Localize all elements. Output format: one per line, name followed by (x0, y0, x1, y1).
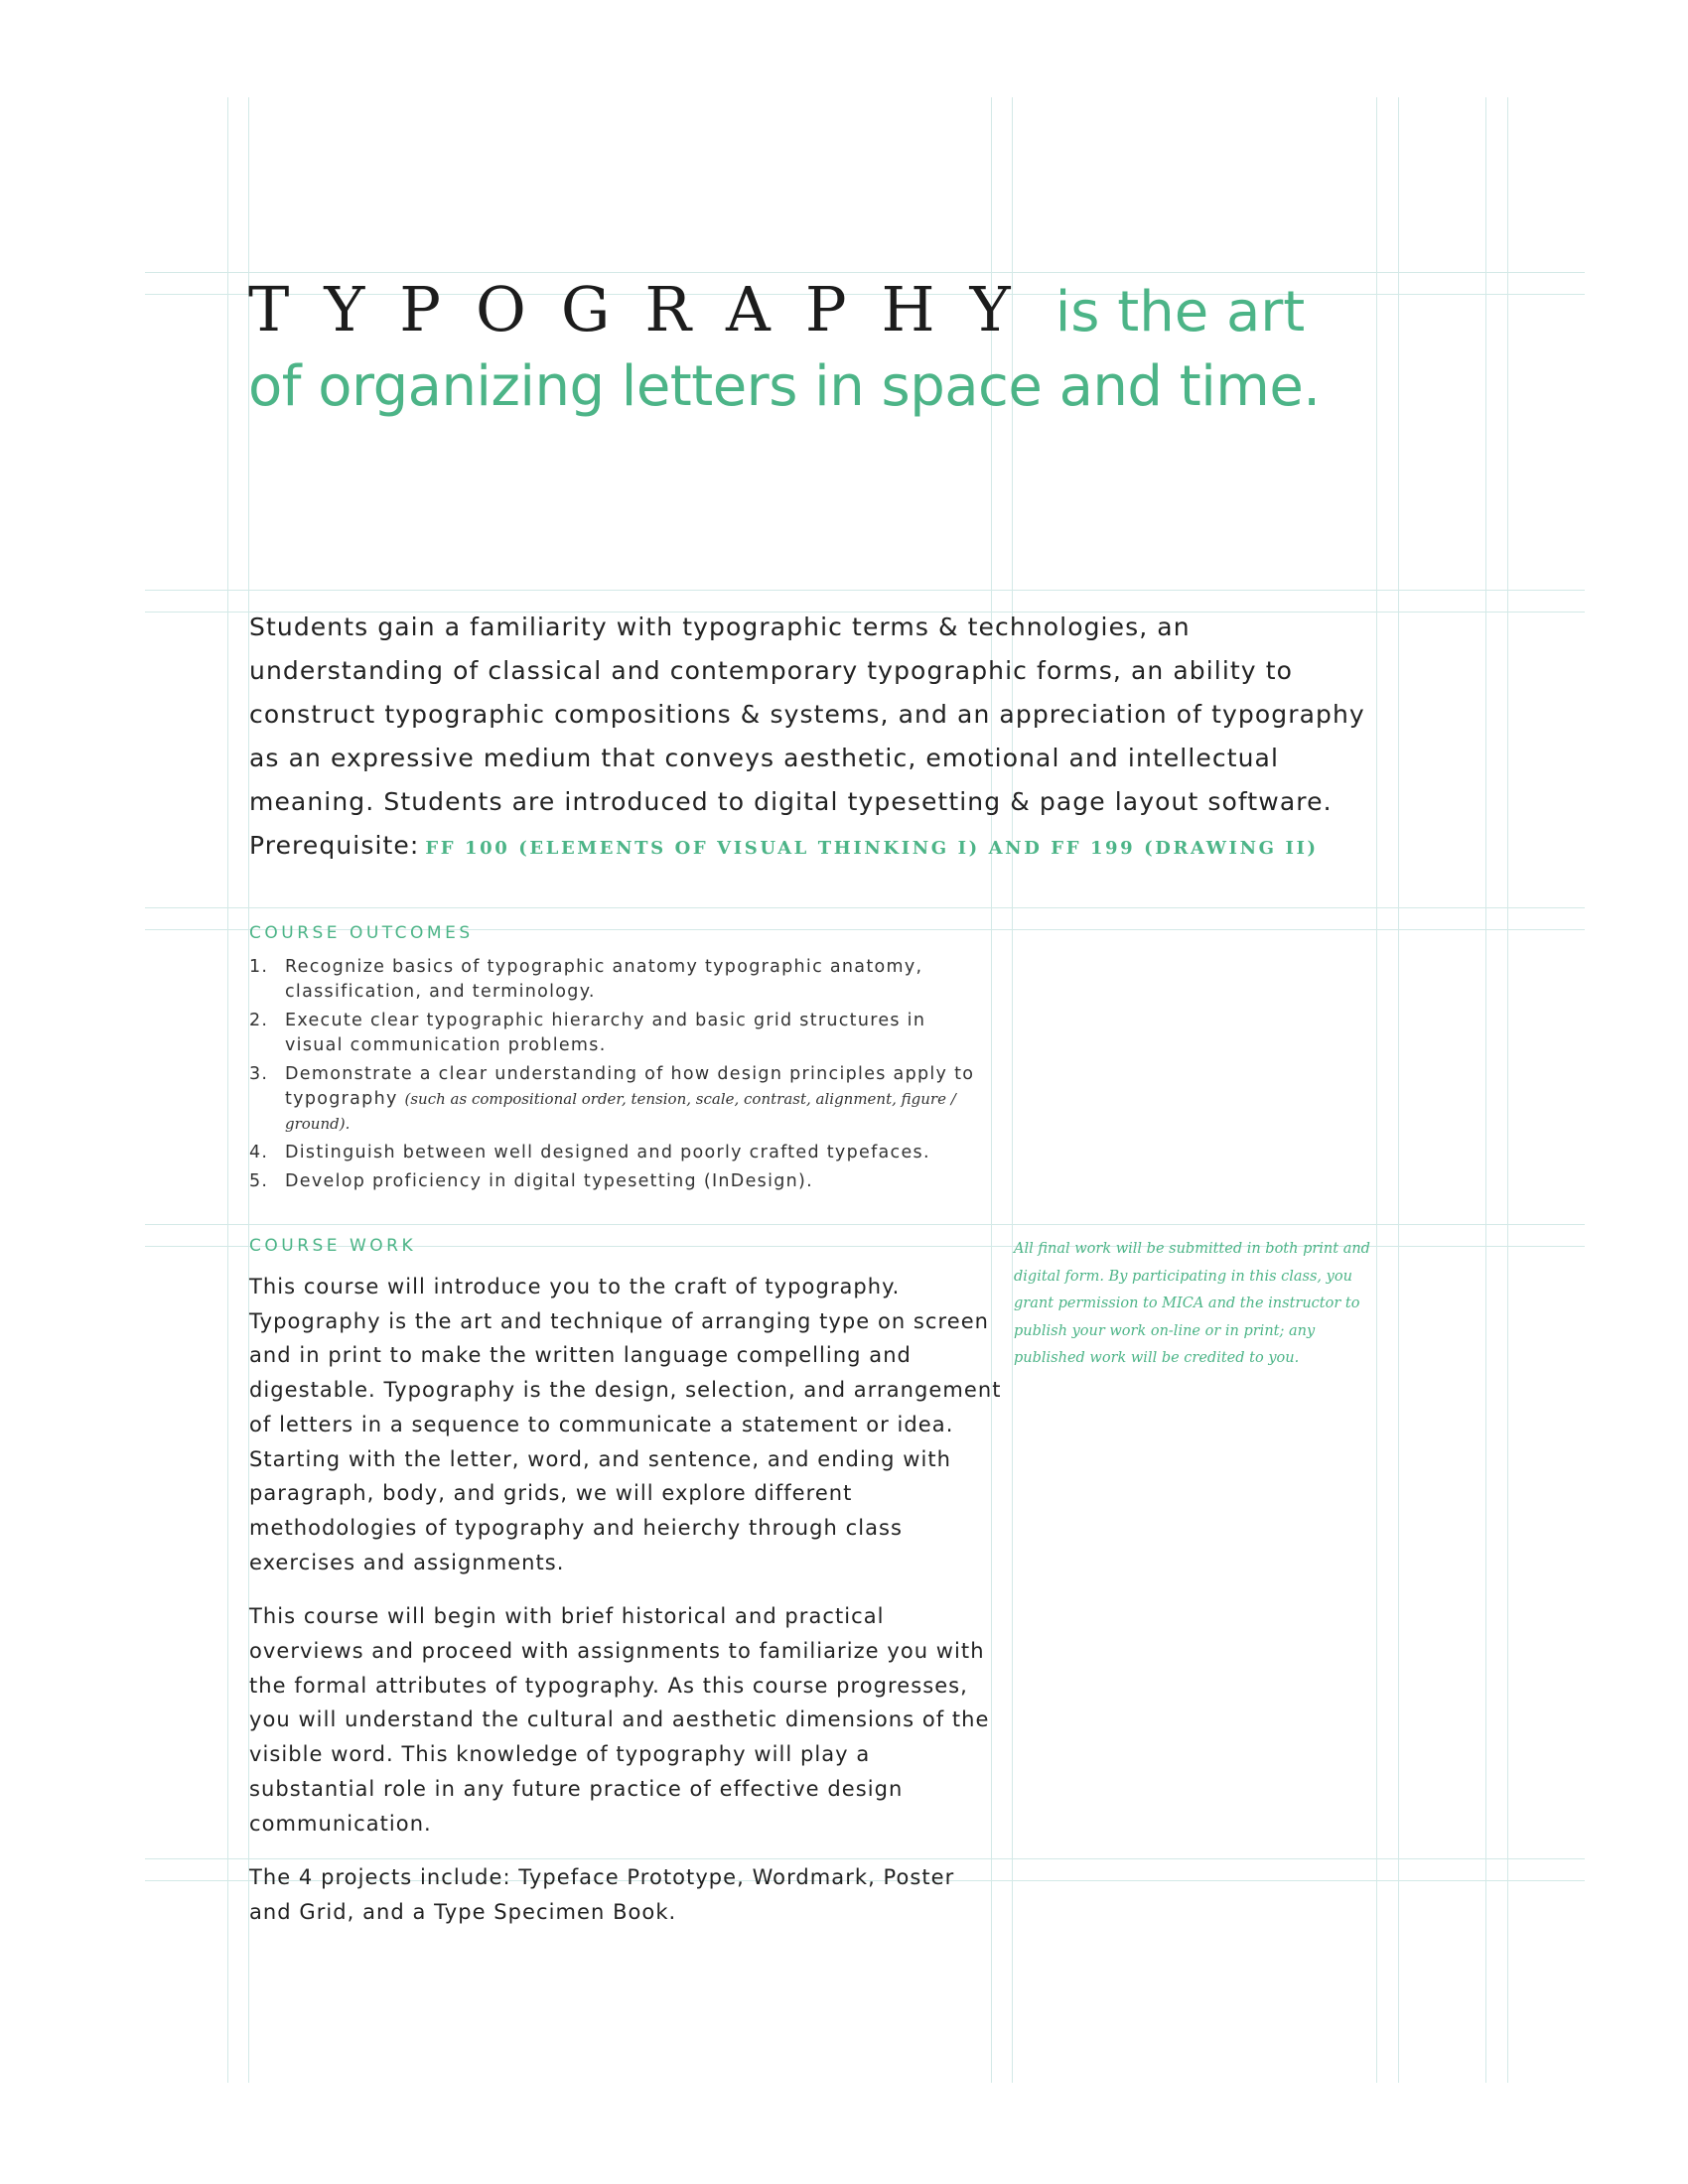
course-outcomes-heading: COURSE OUTCOMES (249, 923, 474, 943)
grid-guide-horizontal (145, 590, 1585, 591)
headline-green-part-1: is the art (1055, 280, 1306, 344)
outcome-text: Develop proficiency in digital typesetting (InDesign). (285, 1171, 814, 1191)
outcome-number: 2. (249, 1011, 269, 1030)
course-work-paragraph: The 4 projects include: Typeface Prototype, Wordmark, Poster and Grid, and a Type Specimen Book. (249, 1865, 955, 1924)
prerequisite-value: FF 100 (ELEMENTS OF VISUAL THINKING I) AND FF 199 (DRAWING II) (425, 838, 1319, 859)
outcome-text: Execute clear typographic hierarchy and basic grid structures in visual communication problems. (285, 1011, 926, 1055)
course-work-paragraph: This course will introduce you to the craft of typography. Typography is the art and technique of arranging type on screen and in print to make the written language compelling and digestable. Typography is the design, selection, and arrangement of letters in a sequence to communicate a statement or idea. Starting with the letter, word, and sentence, and ending with paragraph, body, and grids, we will explore different methodologies of typography and heierchy through class exercises and assignments. (249, 1275, 1002, 1574)
grid-guide-vertical (1485, 97, 1486, 2083)
grid-guide-horizontal (145, 907, 1585, 908)
course-work-sidenote: All final work will be submitted in both print and digital form. By participating in this class, you grant permission to MICA and the instructor to publish your work on-line or in print; any published work will be credited to you. (1014, 1241, 1370, 1366)
outcome-text: Distinguish between well designed and poorly crafted typefaces. (285, 1143, 930, 1162)
headline-green-part-2: of organizing letters in space and time. (248, 354, 1321, 419)
outcome-aside: (such as compositional order, tension, scale, contrast, alignment, figure / ground). (285, 1090, 956, 1133)
grid-guide-vertical (1507, 97, 1508, 2083)
course-outcomes-list (249, 955, 984, 1198)
outcome-number: 3. (249, 1064, 269, 1084)
outcome-text: Recognize basics of typographic anatomy typographic anatomy, classification, and terminology. (285, 957, 923, 1002)
grid-guide-vertical (227, 97, 228, 2083)
headline-line-1 (248, 273, 1390, 362)
intro-text: Students gain a familiarity with typographic terms & technologies, an understanding of classical and contemporary typographic forms, an ability to construct typographic compositions & systems, and an appreciation of typography as an expressive medium that conveys aesthetic, emotional and intellectual meaning. Students are introduced to digital typesetting & page layout software. (249, 613, 1365, 816)
page-headline (248, 273, 1390, 419)
course-work-paragraph: This course will begin with brief historical and practical overviews and proceed with assignments to familiarize you with the formal attributes of typography. As this course progresses, you will understand the cultural and aesthetic dimensions of the visible word. This knowledge of typography will play a substantial role in any future practice of effective design communication. (249, 1604, 990, 1836)
intro-paragraph (249, 606, 1391, 871)
outcome-number: 1. (249, 957, 269, 977)
outcome-item (249, 1169, 984, 1194)
outcome-number: 4. (249, 1143, 269, 1162)
outcome-item (249, 1009, 984, 1058)
course-work-heading: COURSE WORK (249, 1236, 417, 1256)
grid-guide-horizontal (145, 1224, 1585, 1225)
grid-guide-vertical (1398, 97, 1399, 2083)
outcome-item (249, 955, 984, 1005)
outcome-text: Demonstrate a clear understanding of how design principles apply to typography (285, 1064, 975, 1109)
course-work-body (249, 1270, 1004, 1950)
outcome-item (249, 1062, 984, 1137)
outcome-number: 5. (249, 1171, 269, 1191)
outcome-item (249, 1141, 984, 1165)
prerequisite-label: Prerequisite: (249, 831, 420, 860)
headline-word: TYPOGRAPHY (248, 273, 1046, 345)
